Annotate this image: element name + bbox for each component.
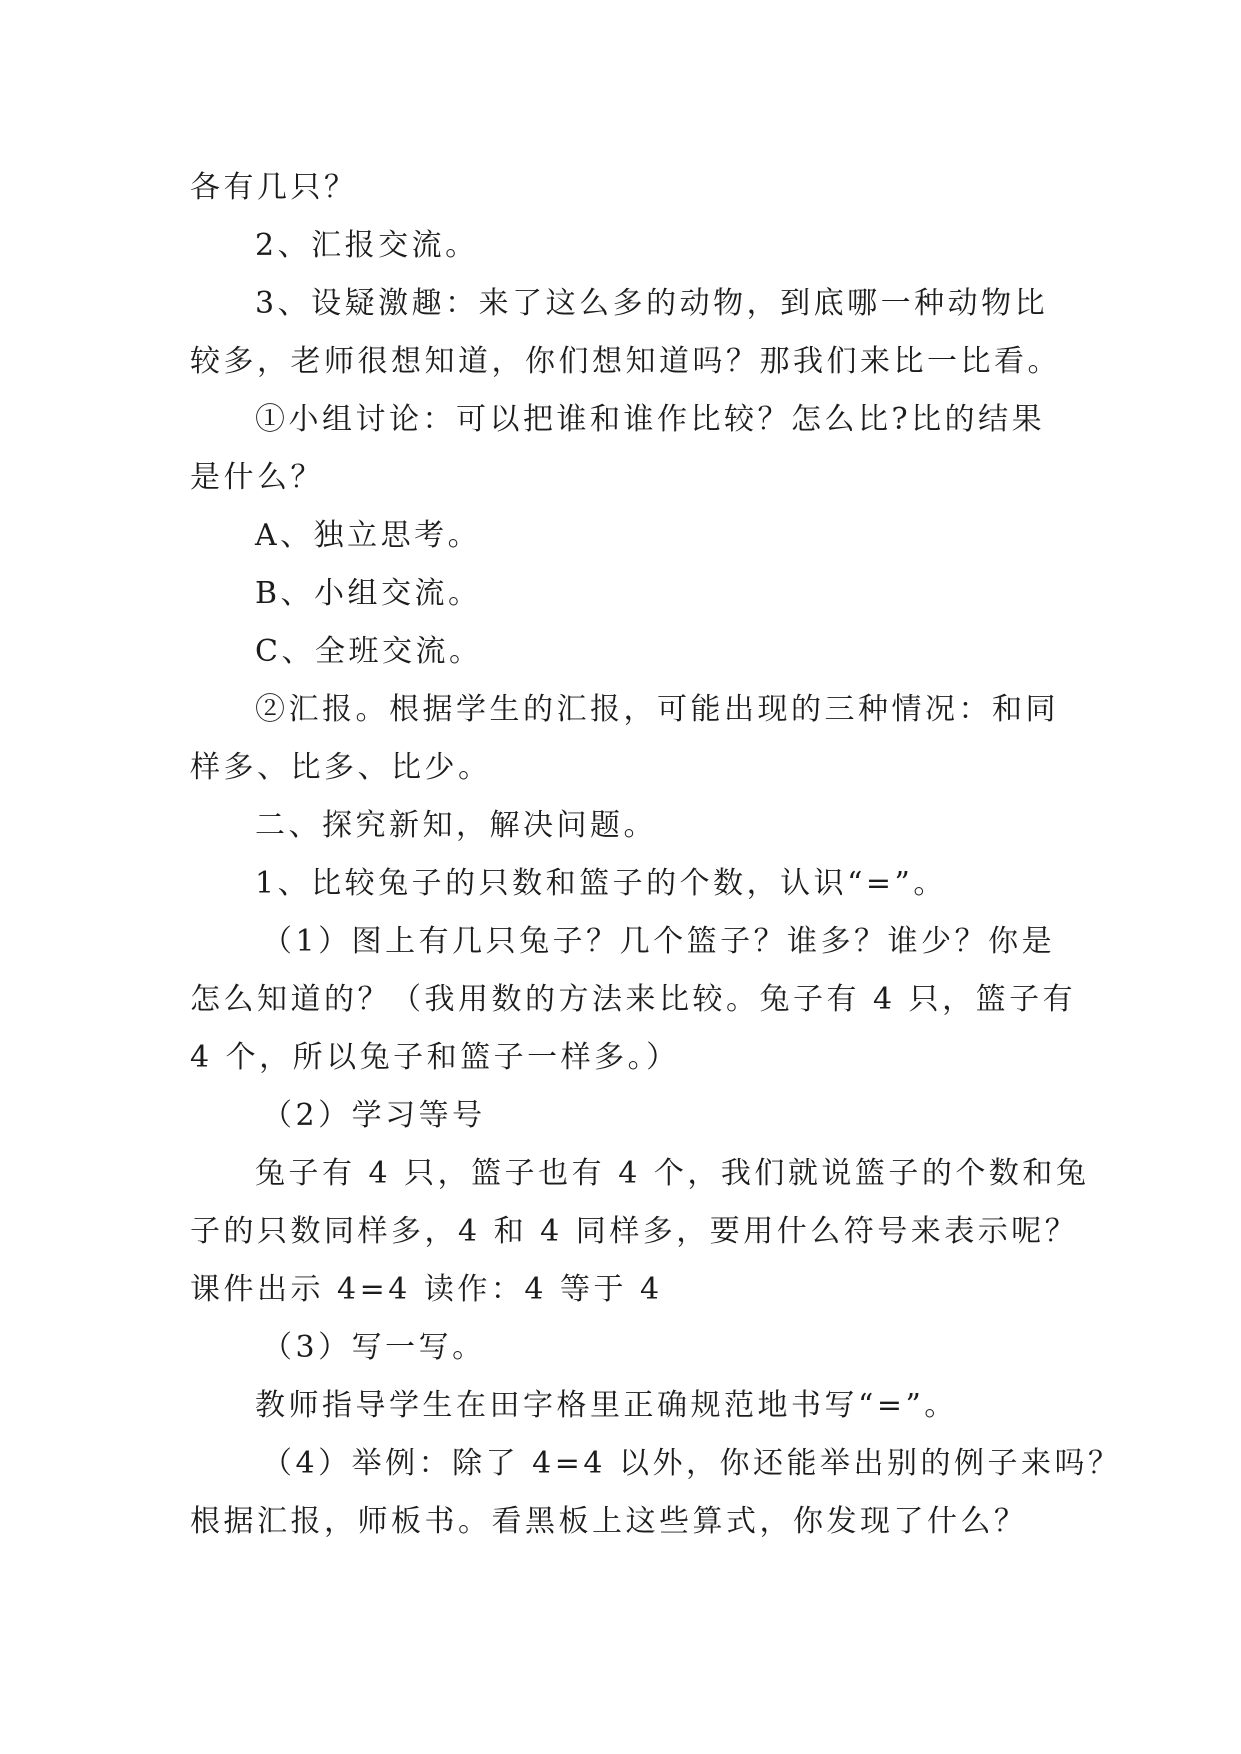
text-line: C、全班交流。 <box>255 634 483 669</box>
text-line: B、小组交流。 <box>255 576 482 611</box>
text-line: 教师指导学生在田字格里正确规范地书写“=”。 <box>255 1388 958 1423</box>
text-line: （4）举例：除了 4=4 以外，你还能举出别的例子来吗？ <box>262 1446 1122 1481</box>
text-line: 4 个，所以兔子和篮子一样多。） <box>190 1040 680 1075</box>
text-line: 根据汇报，师板书。看黑板上这些算式，你发现了什么？ <box>190 1504 1028 1539</box>
text-line: 3、设疑激趣：来了这么多的动物，到底哪一种动物比 <box>255 286 1049 321</box>
text-line: 2、汇报交流。 <box>255 228 479 263</box>
text-line: （3）写一写。 <box>262 1330 486 1365</box>
text-line: 较多，老师很想知道，你们想知道吗？那我们来比一比看。 <box>190 344 1061 379</box>
text-line: 1、比较兔子的只数和篮子的个数，认识“=”。 <box>255 866 947 901</box>
text-line: 兔子有 4 只，篮子也有 4 个，我们就说篮子的个数和兔 <box>255 1156 1090 1191</box>
text-line: 课件出示 4=4 读作：4 等于 4 <box>190 1272 663 1307</box>
text-line: 是什么？ <box>190 460 324 495</box>
text-line: 怎么知道的？（我用数的方法来比较。兔子有 4 只，篮子有 <box>190 982 1077 1017</box>
text-line: （1）图上有几只兔子？几个篮子？谁多？谁少？你是 <box>262 924 1056 959</box>
text-line: ②汇报。根据学生的汇报，可能出现的三种情况：和同 <box>255 692 1059 727</box>
text-line: 各有几只？ <box>190 170 358 205</box>
text-line: 子的只数同样多，4 和 4 同样多，要用什么符号来表示呢？ <box>190 1214 1079 1249</box>
text-line: 二、探究新知，解决问题。 <box>255 808 657 843</box>
text-line: ①小组讨论：可以把谁和谁作比较？怎么比?比的结果 <box>255 402 1046 437</box>
text-line: （2）学习等号 <box>262 1098 486 1133</box>
text-line: 样多、比多、比少。 <box>190 750 492 785</box>
text-line: A、独立思考。 <box>255 518 482 553</box>
